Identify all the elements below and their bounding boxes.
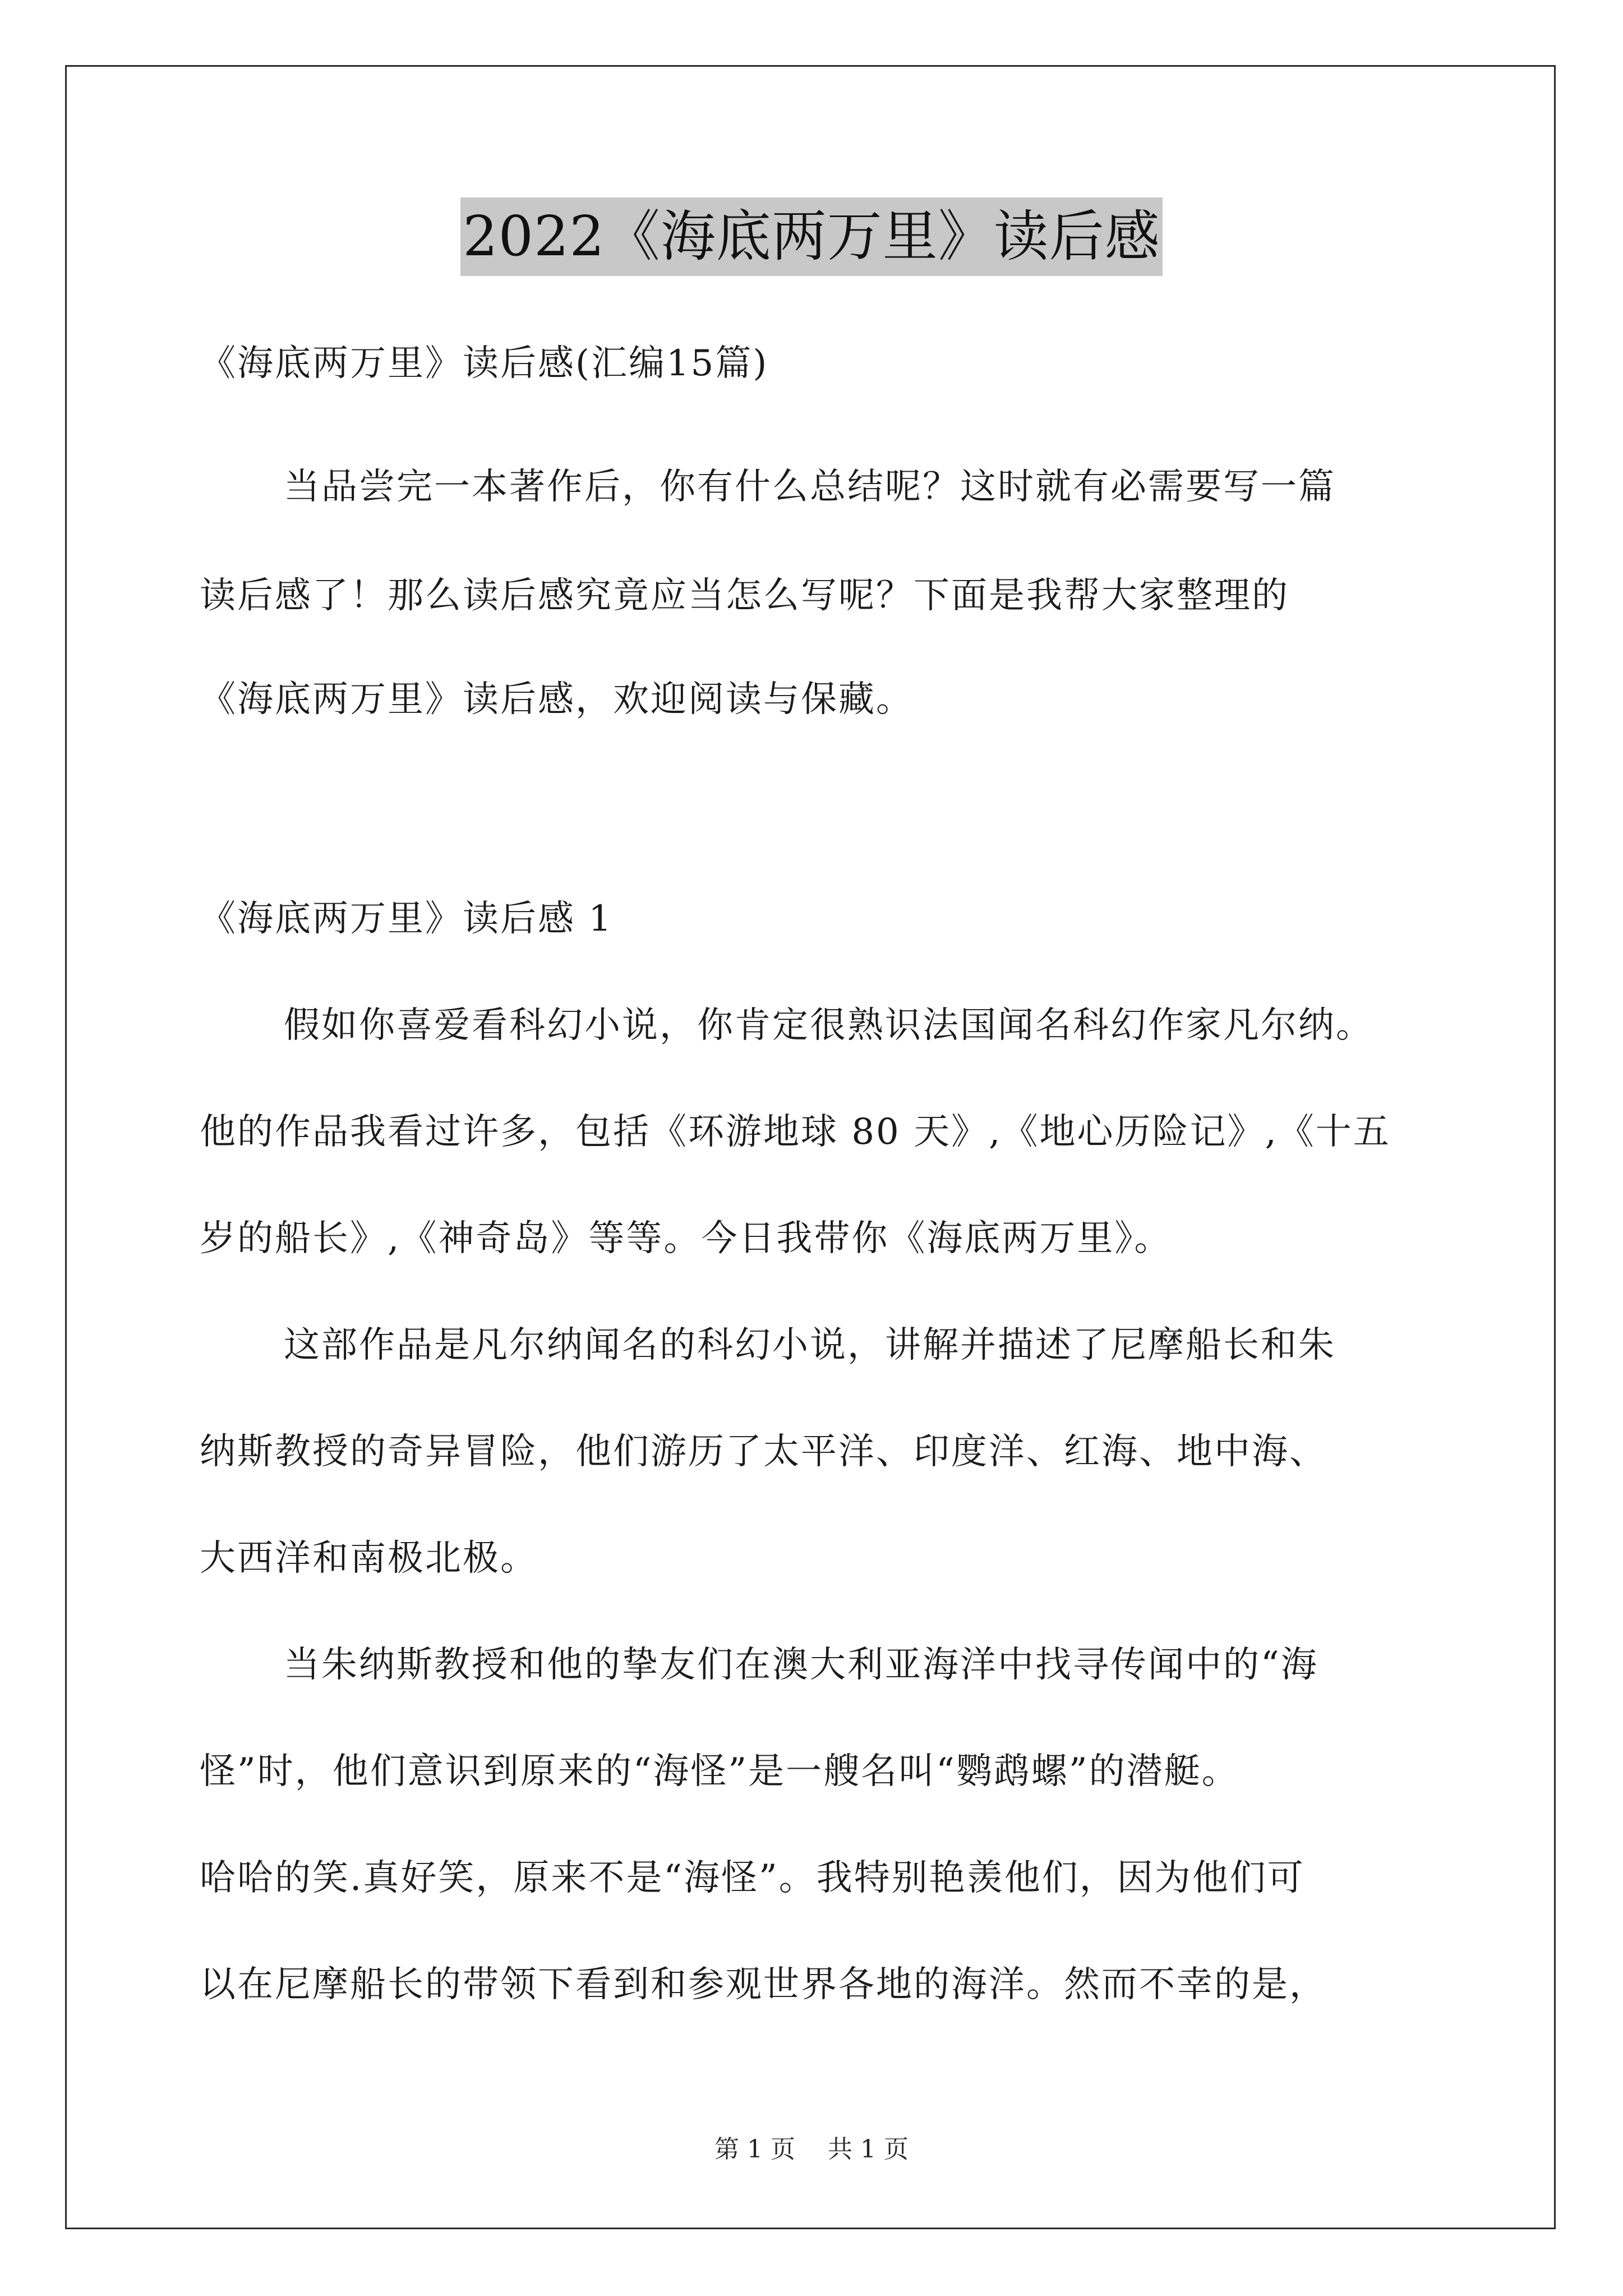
document-body <box>200 0 1428 2296</box>
paragraph-line: 哈哈的笑.真好笑，原来不是“海怪”。我特别艳羡他们，因为他们可 <box>200 1857 1305 1899</box>
paragraph-line: 这部作品是凡尔纳闻名的科幻小说，讲解并描述了尼摩船长和朱 <box>284 1324 1336 1366</box>
section-heading: 《海底两万里》读后感 1 <box>200 898 614 940</box>
paragraph-line: 怪”时，他们意识到原来的“海怪”是一艘名叫“鹦鹉螺”的潜艇。 <box>200 1751 1239 1792</box>
page-footer <box>0 2129 1623 2165</box>
intro-line: 《海底两万里》读后感，欢迎阅读与保藏。 <box>200 679 914 720</box>
intro-line: 当品尝完一本著作后，你有什么总结呢？这时就有必需要写一篇 <box>284 466 1336 508</box>
paragraph-line: 他的作品我看过许多，包括《环游地球 80 天》,《地心历险记》,《十五 <box>200 1111 1391 1153</box>
document-title: 2022《海底两万里》读后感 <box>460 197 1162 276</box>
paragraph-line: 岁的船长》,《神奇岛》等等。今日我带你《海底两万里》。 <box>200 1218 1172 1259</box>
paragraph-line: 大西洋和南极北极。 <box>200 1538 538 1579</box>
paragraph-line: 纳斯教授的奇异冒险，他们游历了太平洋、印度洋、红海、地中海、 <box>200 1431 1327 1473</box>
page-number-current: 第 1 页 <box>714 2135 795 2164</box>
document-subtitle: 《海底两万里》读后感(汇编15篇) <box>200 343 769 384</box>
paragraph-line: 以在尼摩船长的带领下看到和参观世界各地的海洋。然而不幸的是， <box>200 1964 1327 2005</box>
paragraph-line: 当朱纳斯教授和他的挚友们在澳大利亚海洋中找寻传闻中的“海 <box>284 1644 1318 1686</box>
paragraph-line: 假如你喜爱看科幻小说，你肯定很熟识法国闻名科幻作家凡尔纳。 <box>284 1005 1373 1046</box>
intro-line: 读后感了！那么读后感究竟应当怎么写呢？下面是我帮大家整理的 <box>200 575 1289 616</box>
page-number-total: 共 1 页 <box>828 2135 909 2164</box>
